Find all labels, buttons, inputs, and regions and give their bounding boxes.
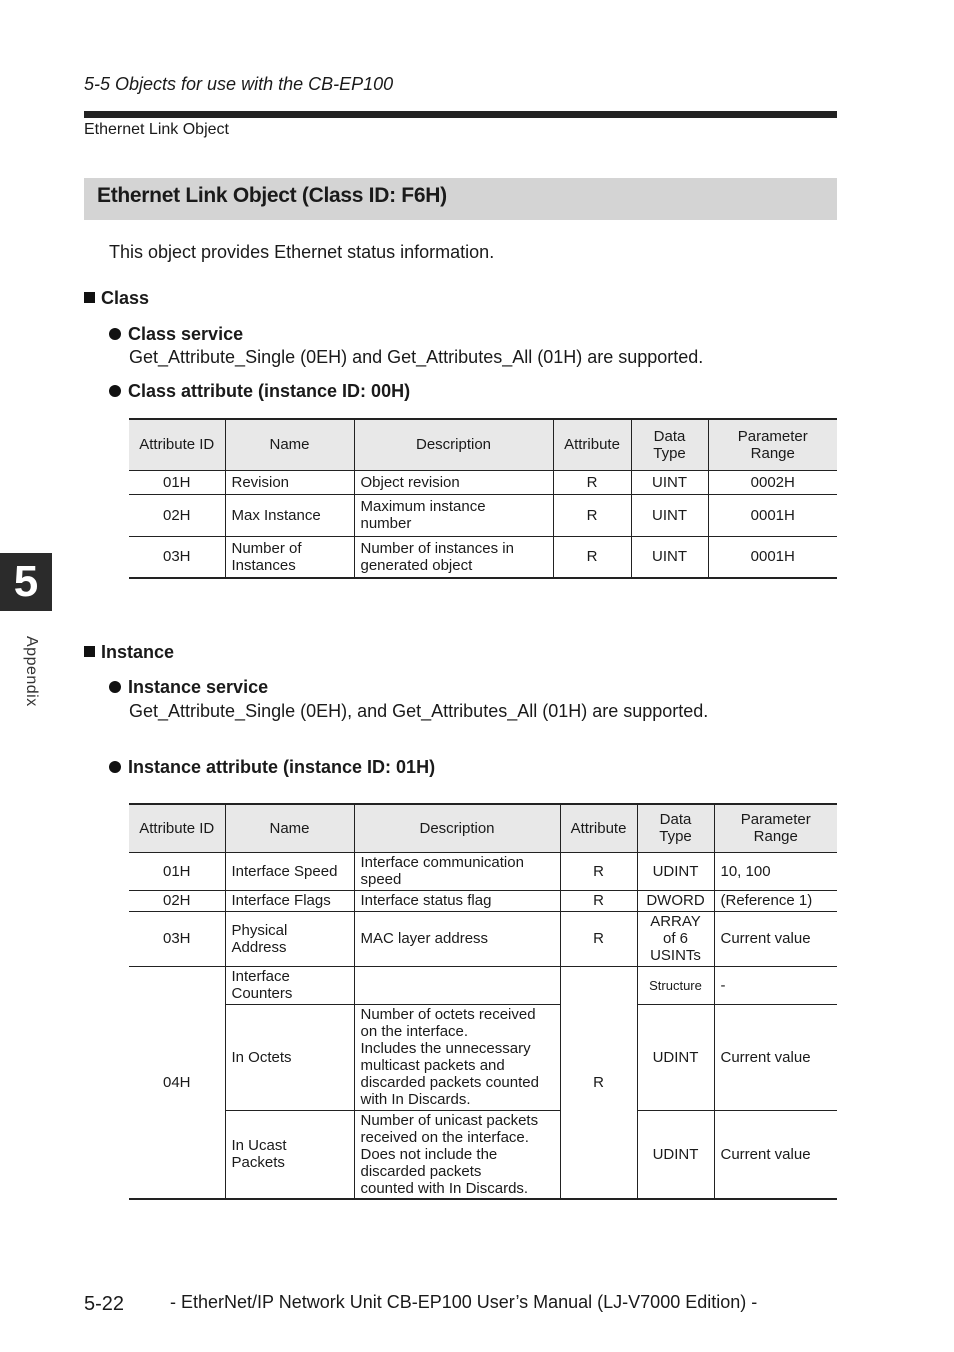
square-bullet-icon: [84, 646, 95, 657]
table-header-row: [129, 804, 837, 852]
table-row: [129, 966, 837, 1004]
header-cell: Data Type: [631, 419, 708, 470]
chapter-title: 5-5 Objects for use with the CB-EP100: [84, 74, 394, 94]
cell: DWORD: [637, 890, 714, 911]
cell: Structure: [637, 966, 714, 1004]
cell: 02H: [129, 494, 225, 536]
header-cell: Description: [354, 419, 553, 470]
cell: R: [560, 966, 637, 1199]
cell: Interface Speed: [225, 852, 354, 890]
cell: 03H: [129, 536, 225, 578]
cell: In Ucast Packets: [225, 1110, 354, 1199]
class-service-text: Get_Attribute_Single (0EH) and Get_Attributes_All (01H) are supported.: [129, 347, 704, 367]
header-cell: Description: [354, 804, 560, 852]
header-cell: Name: [225, 804, 354, 852]
cell: 01H: [129, 852, 225, 890]
cell: R: [553, 470, 631, 494]
cell: Current value: [714, 1004, 837, 1110]
cell: Number of instances in generated object: [354, 536, 553, 578]
instance-attribute-heading: Instance attribute (instance ID: 01H): [109, 757, 435, 778]
class-heading: Class: [84, 288, 149, 309]
header-cell: Attribute: [553, 419, 631, 470]
header-subtitle: Ethernet Link Object: [84, 121, 229, 138]
table-row: [129, 470, 837, 494]
cell: Interface Counters: [225, 966, 354, 1004]
table-row: [129, 852, 837, 890]
cell: Maximum instance number: [354, 494, 553, 536]
chapter-tab: 5: [0, 553, 52, 611]
round-bullet-icon: [109, 681, 121, 693]
header-cell: Attribute ID: [129, 804, 225, 852]
table-row: [129, 890, 837, 911]
cell: R: [560, 890, 637, 911]
header-cell: Parameter Range: [708, 419, 837, 470]
square-bullet-icon: [84, 292, 95, 303]
cell: R: [553, 494, 631, 536]
side-label: Appendix: [23, 636, 40, 707]
cell: -: [714, 966, 837, 1004]
header-cell: Data Type: [637, 804, 714, 852]
header-cell: Name: [225, 419, 354, 470]
cell: UDINT: [637, 1004, 714, 1110]
cell: UINT: [631, 536, 708, 578]
cell: 02H: [129, 890, 225, 911]
cell: 0001H: [708, 536, 837, 578]
instance-service-heading: Instance service: [109, 677, 268, 698]
cell: UDINT: [637, 1110, 714, 1199]
table-row: [129, 1110, 837, 1199]
round-bullet-icon: [109, 385, 121, 397]
table-row: [129, 536, 837, 578]
header-cell: Parameter Range: [714, 804, 837, 852]
cell: Revision: [225, 470, 354, 494]
cell: In Octets: [225, 1004, 354, 1110]
cell: R: [553, 536, 631, 578]
cell: Number of unicast packets received on the interface. Does not include the discarded packets counted with In Discards.: [354, 1110, 560, 1199]
round-bullet-icon: [109, 328, 121, 340]
cell: Physical Address: [225, 911, 354, 966]
cell: UDINT: [637, 852, 714, 890]
cell: 04H: [129, 966, 225, 1199]
cell: 03H: [129, 911, 225, 966]
table-row: [129, 1004, 837, 1110]
cell: Interface status flag: [354, 890, 560, 911]
table-row: [129, 494, 837, 536]
instance-service-text: Get_Attribute_Single (0EH), and Get_Attributes_All (01H) are supported.: [129, 701, 709, 721]
cell: 0002H: [708, 470, 837, 494]
class-attribute-heading: Class attribute (instance ID: 00H): [109, 381, 410, 402]
class-service-heading: Class service: [109, 324, 243, 345]
cell: Number of octets received on the interface. Includes the unnecessary multicast packets and discarded packets counted with In Discards.: [354, 1004, 560, 1110]
cell: Max Instance: [225, 494, 354, 536]
footer-manual-title: - EtherNet/IP Network Unit CB-EP100 User’s Manual (LJ-V7000 Edition) -: [170, 1292, 758, 1312]
cell: 01H: [129, 470, 225, 494]
cell: Current value: [714, 1110, 837, 1199]
section-intro: This object provides Ethernet status information.: [109, 242, 495, 262]
cell: (Reference 1): [714, 890, 837, 911]
cell: R: [560, 852, 637, 890]
table-header-row: [129, 419, 837, 470]
cell: Interface communication speed: [354, 852, 560, 890]
cell: UINT: [631, 494, 708, 536]
cell: ARRAY of 6 USINTs: [637, 911, 714, 966]
cell: [354, 966, 560, 1004]
header-cell: Attribute: [560, 804, 637, 852]
cell: 0001H: [708, 494, 837, 536]
section-title: Ethernet Link Object (Class ID: F6H): [97, 184, 447, 207]
table-row: [129, 911, 837, 966]
round-bullet-icon: [109, 761, 121, 773]
instance-attribute-table: [129, 803, 837, 1200]
cell: 10, 100: [714, 852, 837, 890]
cell: UINT: [631, 470, 708, 494]
cell: Number of Instances: [225, 536, 354, 578]
cell: Object revision: [354, 470, 553, 494]
header-cell: Attribute ID: [129, 419, 225, 470]
cell: R: [560, 911, 637, 966]
header-rule: [84, 111, 837, 118]
cell: Current value: [714, 911, 837, 966]
instance-heading: Instance: [84, 642, 174, 663]
cell: Interface Flags: [225, 890, 354, 911]
cell: MAC layer address: [354, 911, 560, 966]
page-number: 5-22: [84, 1293, 125, 1315]
class-attribute-table: [129, 418, 837, 579]
